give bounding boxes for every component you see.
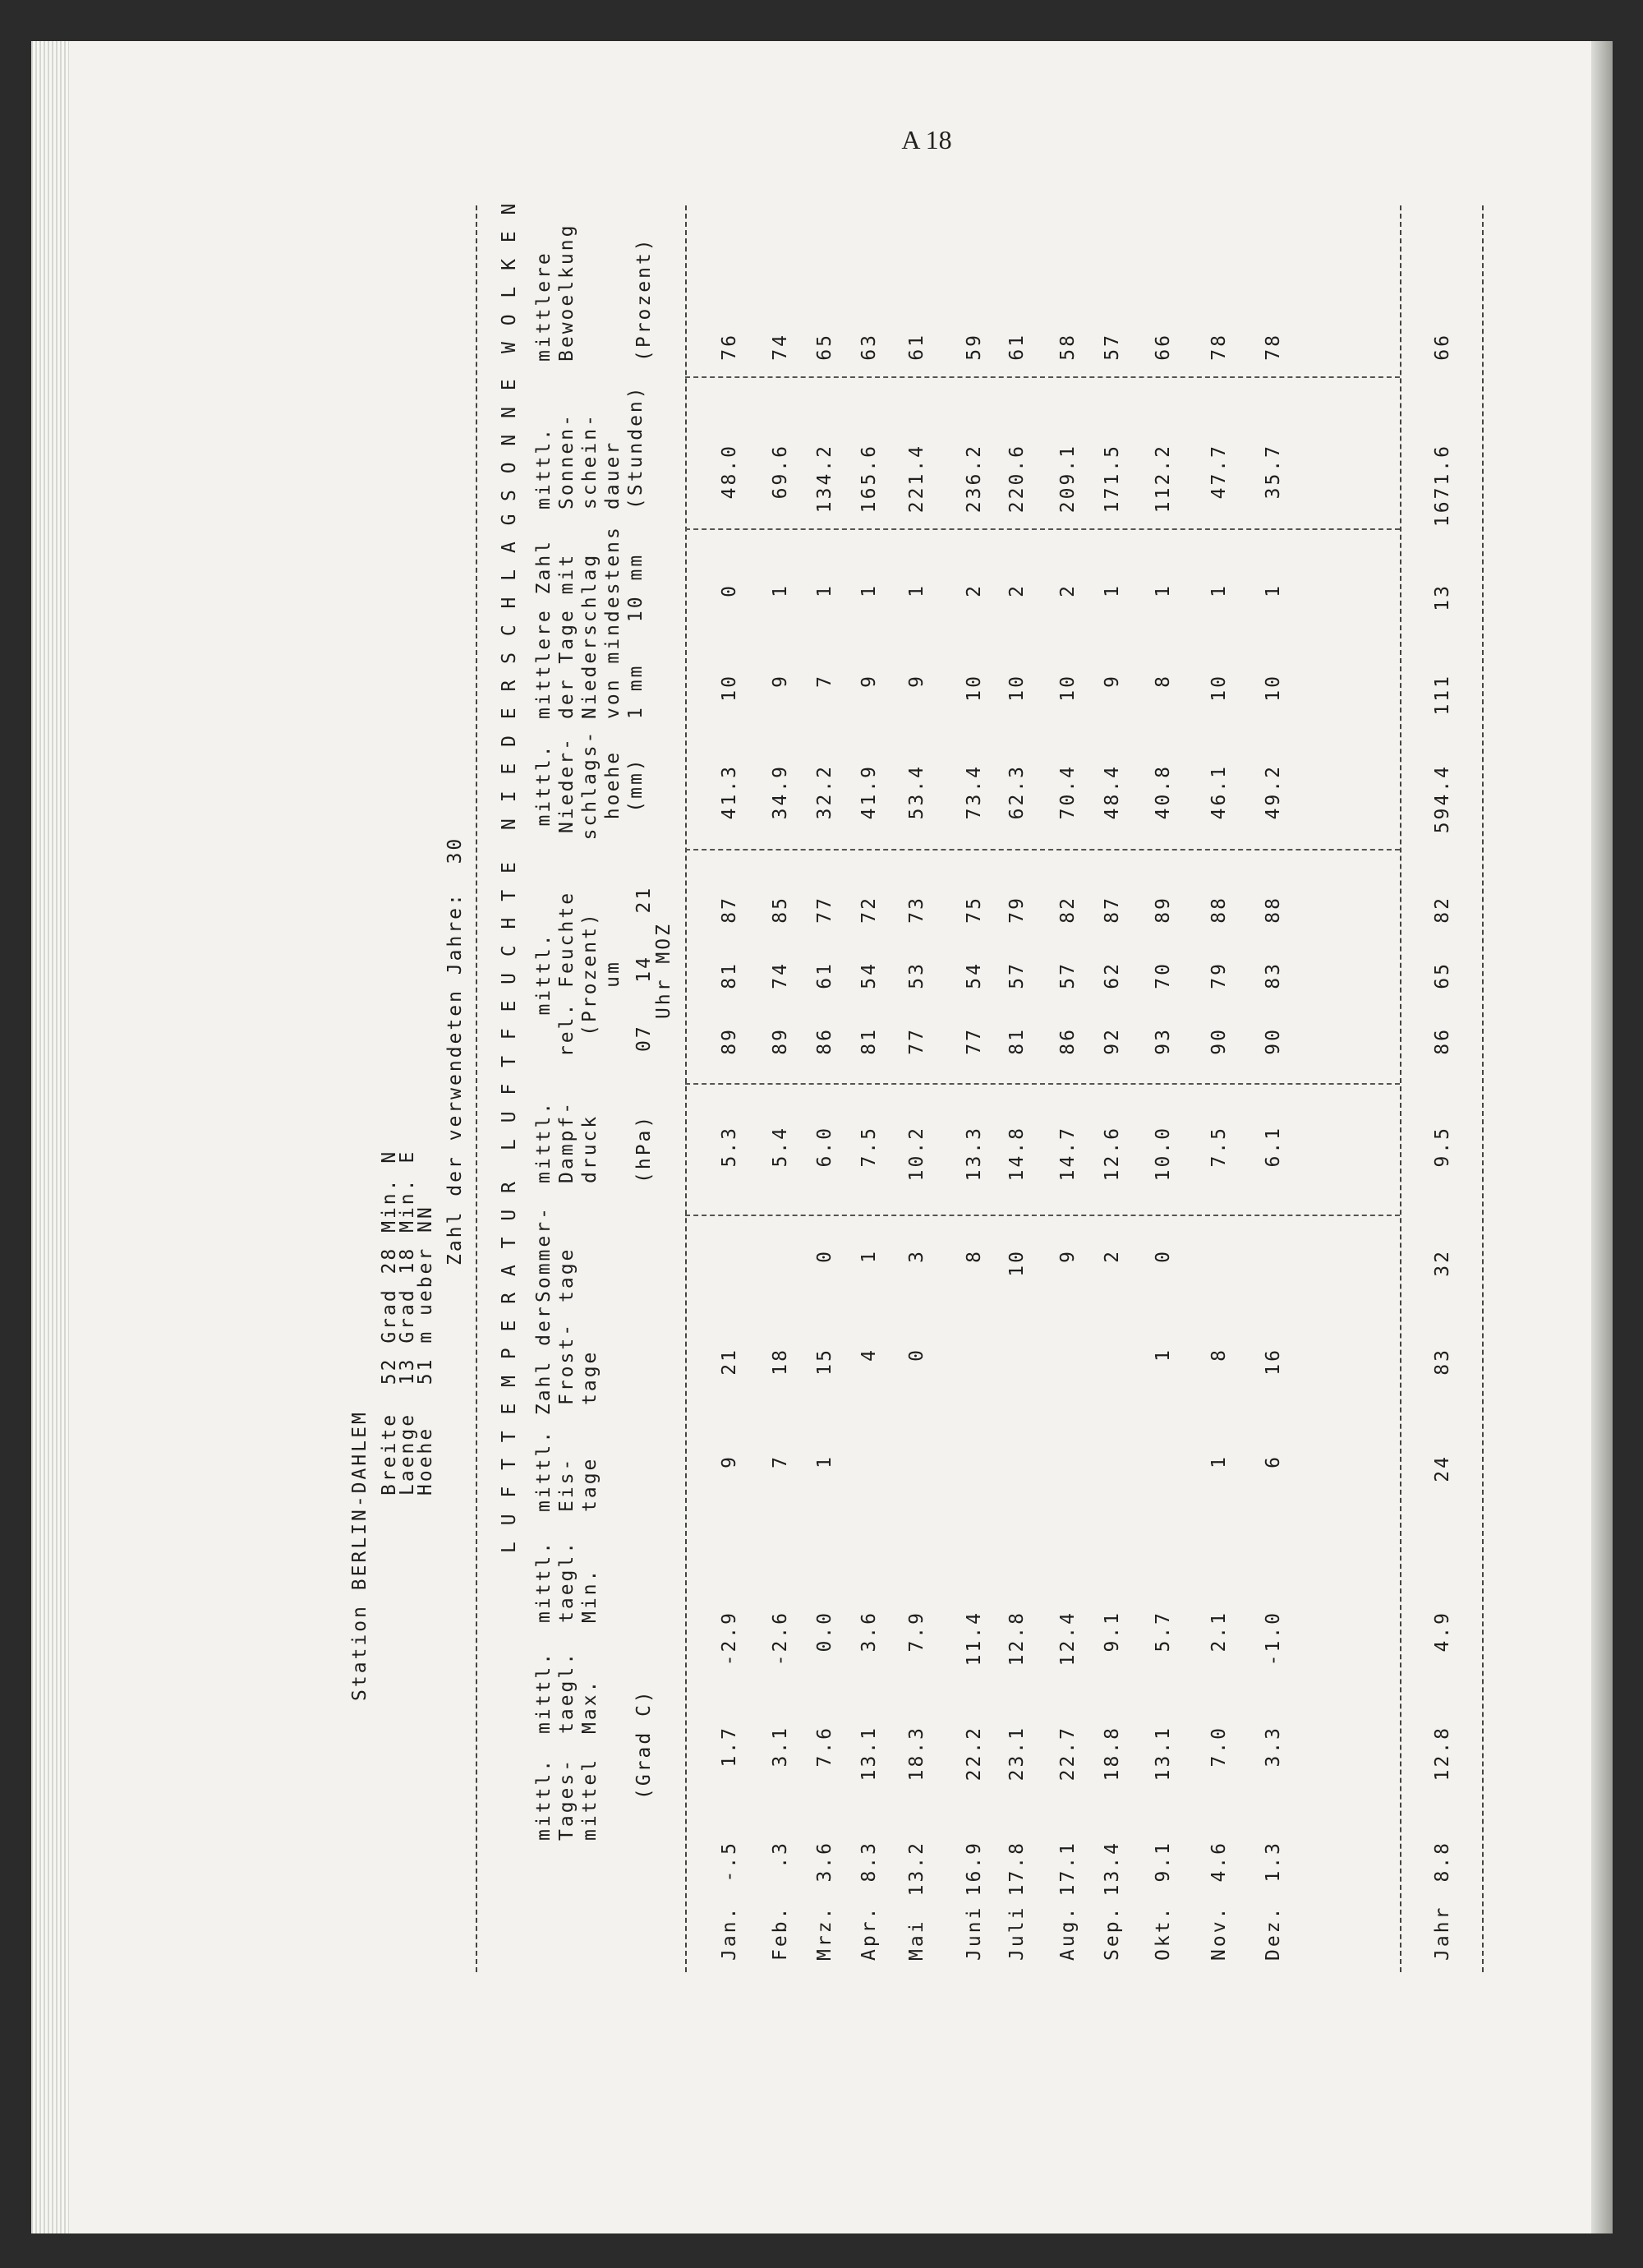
header-frost: Frost- tage <box>556 1321 601 1405</box>
station-title: Station BERLIN-DAHLEM <box>349 1410 370 1701</box>
month-label: Aug. <box>1057 1905 1079 1961</box>
column-separator <box>685 376 1400 378</box>
cell-sonnenschein: 1671.6 <box>1432 444 1453 528</box>
cell-niederschlag: 41.3 <box>719 764 740 820</box>
column-separator <box>685 528 1400 530</box>
cell-bewoelkung: 57 <box>1102 333 1123 361</box>
header-zahl-der: mittl. Zahl der <box>533 1304 555 1512</box>
group-sonne: S O N N E <box>499 376 520 501</box>
cell-feuchte-21: 73 <box>906 896 927 924</box>
cell-max: 3.1 <box>770 1726 791 1768</box>
cell-min: 11.4 <box>964 1611 985 1666</box>
document-page <box>31 41 1613 2233</box>
header-eis: Eis- tage <box>556 1456 601 1512</box>
cell-max: 13.1 <box>858 1726 880 1782</box>
cell-tagesmittel: 1.3 <box>1263 1841 1284 1883</box>
cell-eistage: 7 <box>770 1454 791 1468</box>
cell-bewoelkung: 78 <box>1208 333 1230 361</box>
cell-max: 22.2 <box>964 1726 985 1782</box>
cell-min: 4.9 <box>1432 1611 1453 1653</box>
month-label: Jahr <box>1432 1905 1453 1961</box>
cell-feuchte-14: 57 <box>1057 961 1079 989</box>
cell-feuchte-07: 93 <box>1153 1027 1174 1055</box>
header-dampf: mittl. Dampf- druck <box>533 1099 601 1183</box>
cell-feuchte-14: 83 <box>1263 961 1284 989</box>
cell-tagesmittel: 9.1 <box>1153 1841 1174 1883</box>
header-nied-tage: mittlere Zahl der Tage mit Niederschlag von mindestens 1 mm 10 mm <box>533 525 647 719</box>
cell-max: 3.3 <box>1263 1726 1284 1768</box>
month-label: Juni <box>964 1905 985 1961</box>
table-row <box>905 205 930 1972</box>
cell-dampfdruck: 7.5 <box>858 1126 880 1168</box>
cell-tage-1mm: 10 <box>1208 674 1230 702</box>
cell-dampfdruck: 9.5 <box>1432 1126 1453 1168</box>
cell-max: 12.8 <box>1432 1726 1453 1782</box>
cell-feuchte-21: 87 <box>1102 896 1123 924</box>
cell-feuchte-21: 72 <box>858 896 880 924</box>
cell-niederschlag: 49.2 <box>1263 764 1284 820</box>
cell-feuchte-07: 90 <box>1208 1027 1230 1055</box>
cell-frosttage: 15 <box>814 1348 835 1376</box>
cell-tagesmittel: 8.3 <box>858 1841 880 1883</box>
cell-sommertage: 32 <box>1432 1249 1453 1277</box>
table-row <box>1208 205 1232 1972</box>
month-label: Feb. <box>770 1905 791 1961</box>
group-lufttemperatur: L U F T T E M P E R A T U R <box>499 1179 520 1553</box>
cell-feuchte-14: 57 <box>1006 961 1028 989</box>
cell-tage-10mm: 0 <box>719 583 740 597</box>
cell-tage-10mm: 1 <box>1208 583 1230 597</box>
divider <box>476 205 477 1972</box>
cell-bewoelkung: 66 <box>1432 333 1453 361</box>
month-label: Mrz. <box>814 1905 835 1961</box>
cell-tage-1mm: 10 <box>964 674 985 702</box>
cell-tage-10mm: 1 <box>770 583 791 597</box>
cell-min: 5.7 <box>1153 1611 1174 1653</box>
column-separator <box>685 1215 1400 1216</box>
table-row <box>1152 205 1176 1972</box>
cell-bewoelkung: 76 <box>719 333 740 361</box>
cell-niederschlag: 32.2 <box>814 764 835 820</box>
cell-feuchte-21: 88 <box>1208 896 1230 924</box>
cell-min: -1.0 <box>1263 1611 1284 1666</box>
cell-niederschlag: 40.8 <box>1153 764 1174 820</box>
header-prozent: (Prozent) <box>633 237 655 362</box>
cell-min: 0.0 <box>814 1611 835 1653</box>
cell-tage-1mm: 8 <box>1153 674 1174 688</box>
cell-feuchte-07: 92 <box>1102 1027 1123 1055</box>
cell-min: 12.4 <box>1057 1611 1079 1666</box>
cell-tage-10mm: 1 <box>858 583 880 597</box>
cell-feuchte-07: 90 <box>1263 1027 1284 1055</box>
table-row <box>1262 205 1286 1972</box>
table-row <box>813 205 838 1972</box>
cell-feuchte-07: 77 <box>964 1027 985 1055</box>
cell-max: 13.1 <box>1153 1726 1174 1782</box>
month-label: Jan. <box>719 1905 740 1961</box>
cell-feuchte-14: 61 <box>814 961 835 989</box>
cell-tage-10mm: 1 <box>1153 583 1174 597</box>
cell-frosttage: 18 <box>770 1348 791 1376</box>
cell-feuchte-14: 79 <box>1208 961 1230 989</box>
station-hoehe: Hoehe 51 m ueber NN <box>415 1205 436 1496</box>
cell-sonnenschein: 69.6 <box>770 444 791 500</box>
cell-tage-1mm: 9 <box>906 674 927 688</box>
page-number: A 18 <box>901 125 952 154</box>
cell-max: 23.1 <box>1006 1726 1028 1782</box>
cell-feuchte-21: 85 <box>770 896 791 924</box>
cell-niederschlag: 70.4 <box>1057 764 1079 820</box>
group-luftfeuchte: L U F T F E U C H T E <box>499 860 520 1150</box>
header-feuchte-times: 07 14 21 <box>633 885 655 1052</box>
cell-feuchte-14: 62 <box>1102 961 1123 989</box>
cell-tage-1mm: 10 <box>719 674 740 702</box>
column-separator <box>685 849 1400 850</box>
cell-eistage: 9 <box>719 1454 740 1468</box>
header-grad-c: (Grad C) <box>633 1689 655 1800</box>
cell-bewoelkung: 66 <box>1153 333 1174 361</box>
cell-niederschlag: 53.4 <box>906 764 927 820</box>
cell-sommertage: 10 <box>1006 1249 1028 1277</box>
cell-feuchte-14: 54 <box>858 961 880 989</box>
header-tagesmittel: mittl. Tages- mittel <box>533 1757 601 1841</box>
cell-sommertage: 2 <box>1102 1249 1123 1263</box>
cell-feuchte-14: 65 <box>1432 961 1453 989</box>
cell-dampfdruck: 13.3 <box>964 1126 985 1182</box>
cell-tage-1mm: 9 <box>858 674 880 688</box>
cell-max: 18.8 <box>1102 1726 1123 1782</box>
cell-tagesmittel: 13.4 <box>1102 1841 1123 1897</box>
cell-eistage: 1 <box>814 1454 835 1468</box>
cell-max: 7.6 <box>814 1726 835 1768</box>
cell-tagesmittel: 17.8 <box>1006 1841 1028 1897</box>
table-row <box>1056 205 1081 1972</box>
header-hpa: (hPa) <box>633 1113 655 1183</box>
header-max: mittl. taegl. Max. <box>533 1650 601 1734</box>
cell-bewoelkung: 58 <box>1057 333 1079 361</box>
cell-tage-1mm: 9 <box>770 674 791 688</box>
column-separator <box>685 1083 1400 1085</box>
cell-feuchte-07: 81 <box>1006 1027 1028 1055</box>
month-label: Sep. <box>1102 1905 1123 1961</box>
station-years: Zahl der verwendeten Jahre: 30 <box>444 836 466 1265</box>
cell-min: 9.1 <box>1102 1611 1123 1653</box>
cell-tage-10mm: 1 <box>1102 583 1123 597</box>
cell-tage-1mm: 111 <box>1432 674 1453 716</box>
cell-dampfdruck: 5.3 <box>719 1126 740 1168</box>
cell-sonnenschein: 165.6 <box>858 444 880 514</box>
cell-max: 18.3 <box>906 1726 927 1782</box>
cell-eistage: 6 <box>1263 1454 1284 1468</box>
cell-sonnenschein: 48.0 <box>719 444 740 500</box>
cell-tagesmittel: 8.8 <box>1432 1841 1453 1883</box>
cell-frosttage: 16 <box>1263 1348 1284 1376</box>
month-label: Apr. <box>858 1905 880 1961</box>
cell-feuchte-07: 89 <box>770 1027 791 1055</box>
cell-tage-10mm: 1 <box>906 583 927 597</box>
month-label: Nov. <box>1208 1905 1230 1961</box>
cell-feuchte-21: 82 <box>1432 896 1453 924</box>
month-label: Dez. <box>1263 1905 1284 1961</box>
cell-sonnenschein: 47.7 <box>1208 444 1230 500</box>
table-row <box>858 205 882 1972</box>
cell-feuchte-07: 86 <box>814 1027 835 1055</box>
cell-dampfdruck: 14.7 <box>1057 1126 1079 1182</box>
cell-tage-1mm: 10 <box>1057 674 1079 702</box>
cell-bewoelkung: 74 <box>770 333 791 361</box>
header-min: mittl. taegl. Min. <box>533 1539 601 1623</box>
cell-bewoelkung: 61 <box>1006 333 1028 361</box>
divider <box>685 205 687 1972</box>
cell-sommertage: 3 <box>906 1249 927 1263</box>
table-row <box>718 205 743 1972</box>
cell-bewoelkung: 59 <box>964 333 985 361</box>
cell-tage-10mm: 2 <box>1006 583 1028 597</box>
cell-bewoelkung: 78 <box>1263 333 1284 361</box>
cell-max: 1.7 <box>719 1726 740 1768</box>
cell-tage-10mm: 2 <box>1057 583 1079 597</box>
month-label: Mai <box>906 1919 927 1961</box>
cell-eistage: 1 <box>1208 1454 1230 1468</box>
cell-niederschlag: 41.9 <box>858 764 880 820</box>
cell-tage-10mm: 2 <box>964 583 985 597</box>
cell-feuchte-14: 81 <box>719 961 740 989</box>
cell-min: 7.9 <box>906 1611 927 1653</box>
cell-bewoelkung: 65 <box>814 333 835 361</box>
cell-sommertage: 0 <box>814 1249 835 1263</box>
cell-feuchte-14: 54 <box>964 961 985 989</box>
cell-feuchte-21: 75 <box>964 896 985 924</box>
table-row <box>963 205 987 1972</box>
cell-feuchte-21: 79 <box>1006 896 1028 924</box>
cell-sommertage: 1 <box>858 1249 880 1263</box>
cell-niederschlag: 34.9 <box>770 764 791 820</box>
cell-sonnenschein: 236.2 <box>964 444 985 514</box>
cell-eistage: 24 <box>1432 1454 1453 1482</box>
cell-min: -2.6 <box>770 1611 791 1666</box>
cell-tage-1mm: 7 <box>814 674 835 688</box>
cell-frosttage: 1 <box>1153 1348 1174 1362</box>
cell-niederschlag: 73.4 <box>964 764 985 820</box>
cell-sonnenschein: 221.4 <box>906 444 927 514</box>
header-sonnen: mittl. Sonnen- schein- dauer (Stunden) <box>533 385 647 509</box>
cell-dampfdruck: 6.1 <box>1263 1126 1284 1168</box>
header-feuchte: mittl. rel. Feuchte (Prozent) um <box>533 890 624 1058</box>
cell-sonnenschein: 220.6 <box>1006 444 1028 514</box>
cell-sonnenschein: 209.1 <box>1057 444 1079 514</box>
cell-dampfdruck: 7.5 <box>1208 1126 1230 1168</box>
header-sommer: Sommer- tage <box>533 1205 578 1302</box>
cell-dampfdruck: 5.4 <box>770 1126 791 1168</box>
cell-niederschlag: 46.1 <box>1208 764 1230 820</box>
month-label: Juli <box>1006 1905 1028 1961</box>
cell-feuchte-07: 89 <box>719 1027 740 1055</box>
cell-sonnenschein: 35.7 <box>1263 444 1284 500</box>
cell-tage-1mm: 10 <box>1006 674 1028 702</box>
cell-feuchte-21: 77 <box>814 896 835 924</box>
cell-sonnenschein: 171.5 <box>1102 444 1123 514</box>
cell-dampfdruck: 10.0 <box>1153 1126 1174 1182</box>
cell-tage-10mm: 1 <box>814 583 835 597</box>
cell-feuchte-21: 82 <box>1057 896 1079 924</box>
cell-tage-1mm: 10 <box>1263 674 1284 702</box>
cell-sommertage: 0 <box>1153 1249 1174 1263</box>
cell-tagesmittel: 4.6 <box>1208 1841 1230 1883</box>
cell-feuchte-21: 87 <box>719 896 740 924</box>
cell-min: 2.1 <box>1208 1611 1230 1653</box>
table-row <box>769 205 794 1972</box>
cell-dampfdruck: 12.6 <box>1102 1126 1123 1182</box>
cell-feuchte-21: 88 <box>1263 896 1284 924</box>
climate-table <box>348 201 1490 1972</box>
cell-frosttage: 21 <box>719 1348 740 1376</box>
cell-frosttage: 83 <box>1432 1348 1453 1376</box>
cell-niederschlag: 62.3 <box>1006 764 1028 820</box>
cell-feuchte-07: 86 <box>1432 1027 1453 1055</box>
cell-tagesmittel: 16.9 <box>964 1841 985 1897</box>
cell-feuchte-14: 74 <box>770 961 791 989</box>
table-row <box>1101 205 1125 1972</box>
cell-feuchte-14: 70 <box>1153 961 1174 989</box>
table-row <box>1006 205 1030 1972</box>
cell-max: 7.0 <box>1208 1726 1230 1768</box>
cell-min: 3.6 <box>858 1611 880 1653</box>
station-breite: Breite 52 Grad 28 Min. N <box>379 1149 400 1496</box>
cell-feuchte-21: 89 <box>1153 896 1174 924</box>
cell-bewoelkung: 61 <box>906 333 927 361</box>
cell-tage-10mm: 13 <box>1432 583 1453 611</box>
cell-tagesmittel: 3.6 <box>814 1841 835 1883</box>
cell-sommertage: 9 <box>1057 1249 1079 1263</box>
cell-niederschlag: 48.4 <box>1102 764 1123 820</box>
cell-dampfdruck: 6.0 <box>814 1126 835 1168</box>
cell-tagesmittel: 13.2 <box>906 1841 927 1897</box>
cell-bewoelkung: 63 <box>858 333 880 361</box>
cell-frosttage: 8 <box>1208 1348 1230 1362</box>
cell-feuchte-07: 86 <box>1057 1027 1079 1055</box>
cell-dampfdruck: 10.2 <box>906 1126 927 1182</box>
divider <box>1482 205 1484 1972</box>
divider <box>1400 205 1401 1972</box>
cell-frosttage: 0 <box>906 1348 927 1362</box>
cell-tagesmittel: 17.1 <box>1057 1841 1079 1897</box>
cell-min: -2.9 <box>719 1611 740 1666</box>
header-bewoelkung: mittlere Bewoelkung <box>533 223 578 362</box>
cell-feuchte-07: 81 <box>858 1027 880 1055</box>
cell-tage-1mm: 9 <box>1102 674 1123 688</box>
station-laenge: Laenge 13 Grad 18 Min. E <box>397 1149 418 1496</box>
group-niederschlag: N I E D E R S C H L A G <box>499 511 520 830</box>
cell-min: 12.8 <box>1006 1611 1028 1666</box>
group-wolken: W O L K E N <box>499 201 520 353</box>
table-row-jahr <box>1431 205 1456 1972</box>
header-nied-hoehe: mittl. Nieder- schlags- hoehe (mm) <box>533 729 647 841</box>
cell-tagesmittel: .3 <box>770 1841 791 1869</box>
cell-sommertage: 8 <box>964 1249 985 1263</box>
cell-feuchte-07: 77 <box>906 1027 927 1055</box>
cell-sonnenschein: 134.2 <box>814 444 835 514</box>
cell-tagesmittel: -.5 <box>719 1841 740 1883</box>
month-label: Okt. <box>1153 1905 1174 1961</box>
cell-sonnenschein: 112.2 <box>1153 444 1174 514</box>
header-uhr-moz: Uhr MOZ <box>653 922 674 1019</box>
cell-dampfdruck: 14.8 <box>1006 1126 1028 1182</box>
cell-feuchte-14: 53 <box>906 961 927 989</box>
cell-niederschlag: 594.4 <box>1432 764 1453 834</box>
cell-tage-10mm: 1 <box>1263 583 1284 597</box>
cell-frosttage: 4 <box>858 1348 880 1362</box>
cell-max: 22.7 <box>1057 1726 1079 1782</box>
